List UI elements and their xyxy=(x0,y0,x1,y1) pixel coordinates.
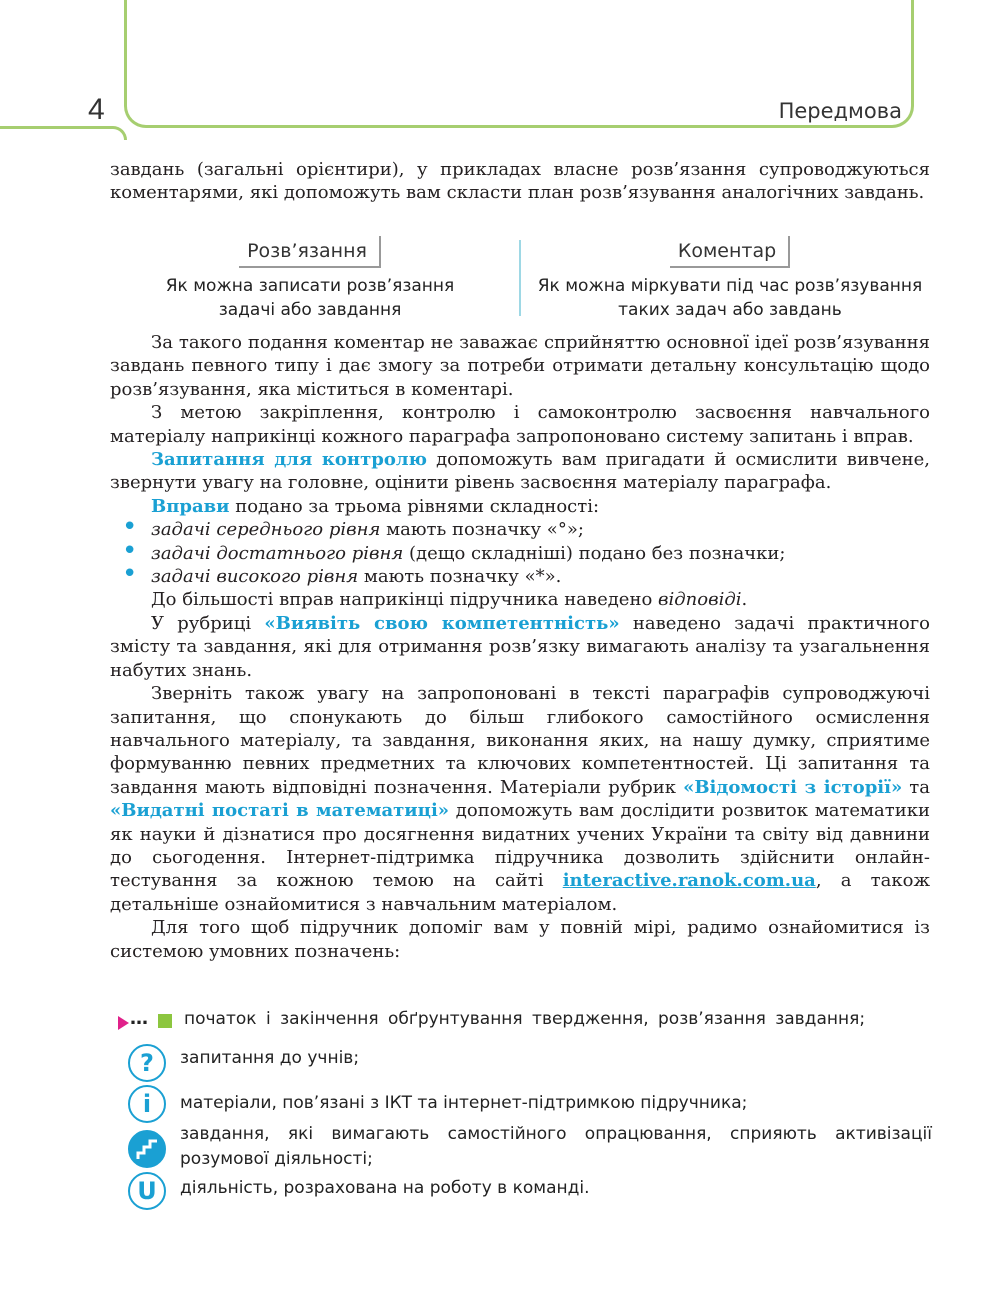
question-icon: ? xyxy=(128,1044,166,1082)
stairs-icon xyxy=(128,1130,166,1168)
list-item: • задачі середнього рівня мають позначку «°»; xyxy=(110,518,930,541)
solution-desc-line1: Як можна записати розв’язання xyxy=(165,276,455,296)
info-legend-text: матеріали, пов’язані з ІКТ та інтернет-підтримкою підручника; xyxy=(180,1093,748,1113)
question-legend-text: запитання до учнів; xyxy=(180,1048,360,1068)
difficulty-list xyxy=(110,518,930,588)
comment-tag: Коментар xyxy=(670,236,790,268)
solution-desc-line2: задачі або завдання xyxy=(218,300,402,320)
body-text-block xyxy=(110,331,930,963)
paragraph-competence: У рубриці «Виявіть свою компетентність» наведено задачі практичного змісту та завдання, які для отримання розв’язку вимагають аналізу та узагальнення набутих знань. xyxy=(110,612,930,681)
paragraph-symbols-intro: Для того щоб підручник допоміг вам у повній мірі, радимо ознайомитися із системою умовних позначень: xyxy=(110,917,930,962)
column-divider xyxy=(519,240,521,316)
paragraph-comment-info: За такого подання коментар не заважає сприйняттю основної ідеї розв’язування завдань певного типу і дає змогу за потреби отримати детальну консультацію щодо розв’язування, яка міститься в коментарі. xyxy=(110,332,930,400)
proof-end-square-icon xyxy=(158,1014,172,1028)
paragraph-rubrics: Зверніть також увагу на запропоновані в тексті параграфів супроводжуючі запитання, що спонукають до більш глибокого самостійного осмислення навчального матеріалу, та завдання, виконання яких, на нашу думку, сприятиме формуванню певних предметних та ключових компетентностей. Ці запитання та завдання мають відповідні позначення. Матеріали рубрик «Відомості з історії» та «Видатні постаті в математиці» допоможуть вам дослідити розвиток математики як науки й дізнатися про досягнення видатних учених України та світу від давнини до сьогодення. Інтернет-підтримка підручника дозволить здійснити онлайн-тестування за кожною темою на сайті interactive.ranok.com.ua, а також детальніше ознайомитися з навчальним матеріалом. xyxy=(110,683,931,915)
page-number: 4 xyxy=(88,93,105,126)
list-item: • задачі високого рівня мають позначку «*». xyxy=(110,565,930,588)
legend-proof xyxy=(112,1008,932,1036)
comment-desc-line2: таких задач або завдань xyxy=(618,300,842,320)
paragraph-answers: До більшості вправ наприкінці підручника наведено відповіді. xyxy=(151,589,748,611)
comment-desc xyxy=(530,274,930,322)
paragraph-control-questions: Запитання для контролю допоможуть вам пригадати й осмислити вивчене, звернути увагу на головне, оцінити рівень засвоєння матеріалу параграфа. xyxy=(110,449,930,494)
solution-column xyxy=(150,236,470,322)
website-link[interactable]: interactive.ranok.com.ua xyxy=(562,870,816,892)
list-item: • задачі достатнього рівня (дещо складніші) подано без позначки; xyxy=(110,542,930,565)
competence-highlight: «Виявіть свою компетентність» xyxy=(264,612,620,634)
intro-text-block xyxy=(110,158,930,205)
proof-legend-text: початок і закінчення обґрунтування твердження, розв’язання завдання; xyxy=(184,1009,866,1029)
paragraph-exercises: Вправи подано за трьома рівнями складності: xyxy=(151,495,600,517)
comment-column xyxy=(530,236,930,322)
team-icon: U xyxy=(128,1172,166,1210)
solution-desc xyxy=(150,274,470,322)
section-title: Передмова xyxy=(778,99,902,123)
legend-team xyxy=(112,1172,932,1212)
proof-ellipsis: … xyxy=(130,1008,148,1029)
intro-paragraph: завдань (загальні орієнтири), у прикладах власне розв’язання супроводжуються коментарями, які допоможуть вам скласти план розв’язування аналогічних завдань. xyxy=(110,159,930,204)
exercises-highlight: Вправи xyxy=(151,495,230,517)
proof-start-triangle-icon xyxy=(116,1015,130,1031)
header-frame-tab xyxy=(0,126,127,140)
comment-desc-line1: Як можна міркувати під час розв’язування xyxy=(537,276,923,296)
info-icon: i xyxy=(128,1085,166,1123)
legend-question xyxy=(112,1044,932,1084)
legend-info xyxy=(112,1085,932,1125)
paragraph-exercises-intro: З метою закріплення, контролю і самоконтролю засвоєння навчального матеріалу наприкінці кожного параграфа запропоновано систему запитань і вправ. xyxy=(110,402,930,447)
team-legend-text: діяльність, розрахована на роботу в команді. xyxy=(180,1178,590,1198)
self-study-legend-text: завдання, які вимагають самостійного опрацювання, сприяють активізації розумової діяльності; xyxy=(180,1124,932,1169)
history-rubric-highlight: «Відомості з історії» xyxy=(683,776,903,798)
solution-tag: Розв’язання xyxy=(239,236,381,268)
control-questions-highlight: Запитання для контролю xyxy=(151,449,427,471)
famous-figures-highlight: «Видатні постаті в математиці» xyxy=(110,800,450,822)
